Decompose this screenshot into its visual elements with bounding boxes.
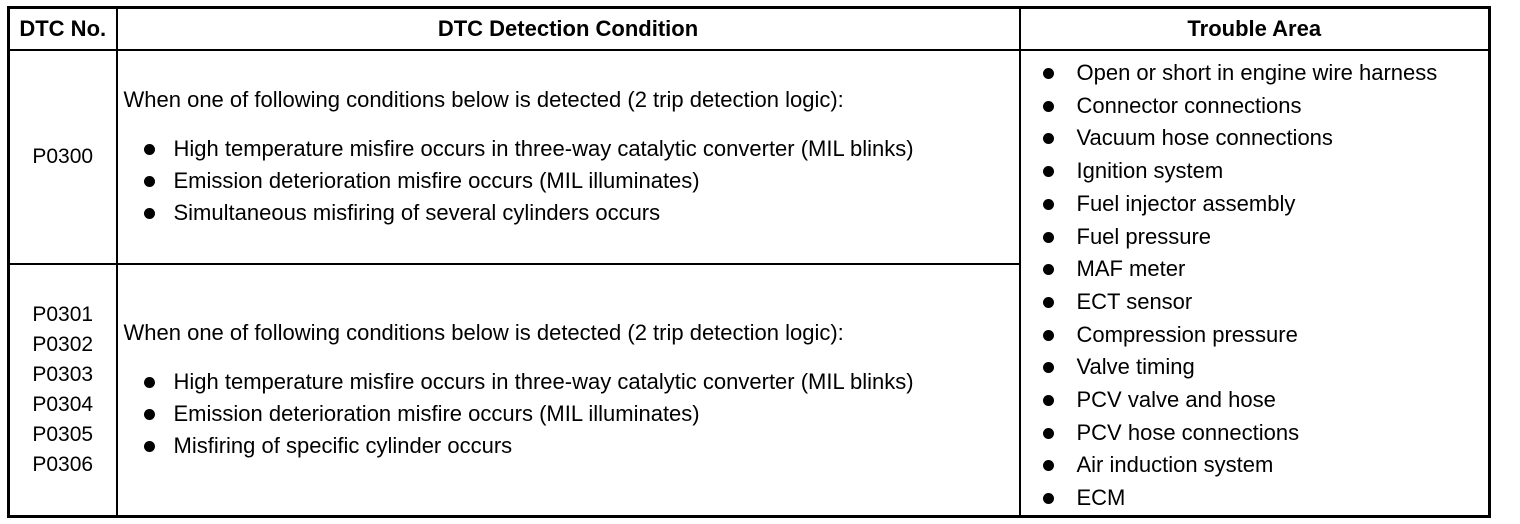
list-item: Misfiring of specific cylinder occurs xyxy=(124,430,1019,462)
header-detection-condition: DTC Detection Condition xyxy=(117,8,1020,51)
condition-list xyxy=(124,366,1019,462)
condition-intro: When one of following conditions below is detected (2 trip detection logic): xyxy=(123,87,844,112)
list-item: PCV hose connections xyxy=(1021,417,1489,450)
bullet-icon xyxy=(1043,493,1054,504)
list-item: Compression pressure xyxy=(1021,319,1489,352)
list-item: MAF meter xyxy=(1021,253,1489,286)
detection-condition-cell xyxy=(117,50,1020,264)
bullet-icon xyxy=(1043,133,1054,144)
list-item: Emission deterioration misfire occurs (MIL illuminates) xyxy=(124,398,1019,430)
bullet-icon xyxy=(144,409,155,420)
dtc-code: P0304 xyxy=(32,392,94,416)
bullet-icon xyxy=(144,377,155,388)
bullet-icon xyxy=(1043,297,1054,308)
list-item: ECT sensor xyxy=(1021,286,1489,319)
list-item: ECM xyxy=(1021,482,1489,515)
list-item: Connector connections xyxy=(1021,90,1489,123)
dtc-code: P0303 xyxy=(32,362,94,386)
dtc-codes-cell xyxy=(9,264,117,516)
list-item: Vacuum hose connections xyxy=(1021,122,1489,155)
bullet-icon xyxy=(1043,68,1054,79)
bullet-icon xyxy=(1043,395,1054,406)
list-item: High temperature misfire occurs in three-way catalytic converter (MIL blinks) xyxy=(124,366,1019,398)
list-item: Open or short in engine wire harness xyxy=(1021,57,1489,90)
header-dtc-no: DTC No. xyxy=(9,8,117,51)
list-item: High temperature misfire occurs in three-way catalytic converter (MIL blinks) xyxy=(124,133,1019,165)
list-item: PCV valve and hose xyxy=(1021,384,1489,417)
list-item: Air induction system xyxy=(1021,449,1489,482)
bullet-icon xyxy=(1043,428,1054,439)
bullet-icon xyxy=(1043,199,1054,210)
dtc-code: P0302 xyxy=(32,332,94,356)
list-item: Ignition system xyxy=(1021,155,1489,188)
condition-intro: When one of following conditions below is detected (2 trip detection logic): xyxy=(123,319,844,345)
trouble-area-cell xyxy=(1020,50,1490,516)
bullet-icon xyxy=(144,144,155,155)
dtc-code: P0306 xyxy=(32,452,94,476)
bullet-icon xyxy=(1043,330,1054,341)
dtc-code: P0300 xyxy=(32,145,94,168)
condition-list xyxy=(124,133,1019,229)
list-item: Fuel pressure xyxy=(1021,221,1489,254)
trouble-area-list xyxy=(1021,57,1489,515)
bullet-icon xyxy=(144,208,155,219)
bullet-icon xyxy=(1043,362,1054,373)
header-trouble-area: Trouble Area xyxy=(1020,8,1490,51)
bullet-icon xyxy=(1043,460,1054,471)
table-row xyxy=(9,50,1490,264)
bullet-icon xyxy=(144,176,155,187)
dtc-codes-cell xyxy=(9,50,117,264)
list-item: Emission deterioration misfire occurs (MIL illuminates) xyxy=(124,165,1019,197)
dtc-code: P0301 xyxy=(32,302,94,326)
list-item: Simultaneous misfiring of several cylinders occurs xyxy=(124,197,1019,229)
list-item: Valve timing xyxy=(1021,351,1489,384)
bullet-icon xyxy=(1043,166,1054,177)
detection-condition-cell xyxy=(117,264,1020,516)
bullet-icon xyxy=(144,441,155,452)
list-item: Fuel injector assembly xyxy=(1021,188,1489,221)
bullet-icon xyxy=(1043,264,1054,275)
dtc-code: P0305 xyxy=(32,422,94,446)
header-row xyxy=(9,8,1490,51)
bullet-icon xyxy=(1043,101,1054,112)
dtc-table xyxy=(7,6,1491,518)
bullet-icon xyxy=(1043,232,1054,243)
